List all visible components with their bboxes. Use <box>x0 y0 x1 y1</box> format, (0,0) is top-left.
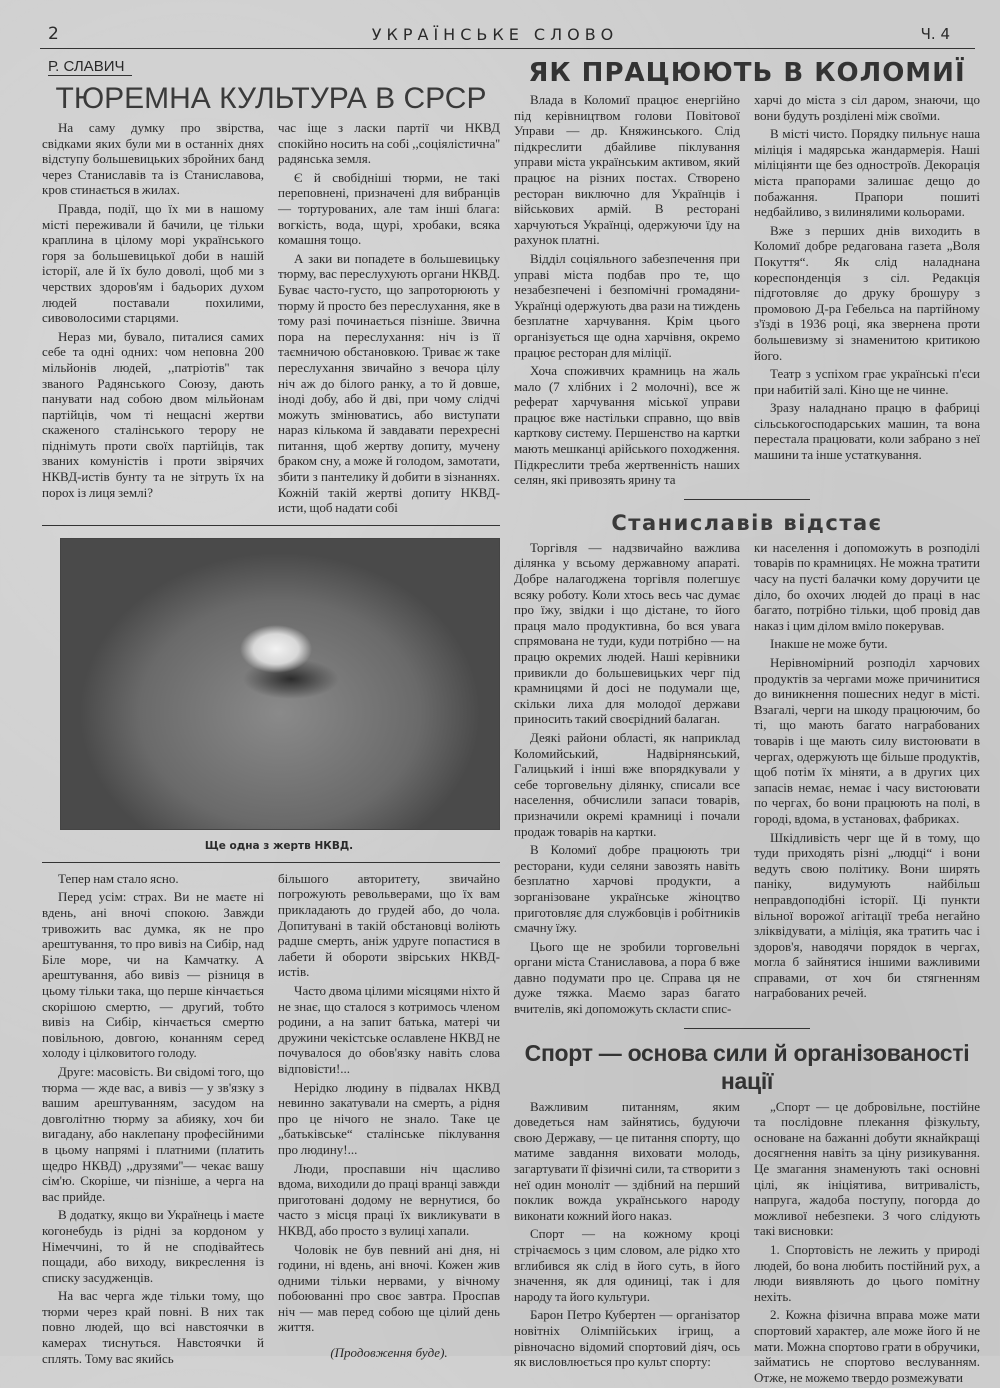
article1-upper-columns <box>42 120 500 519</box>
section-divider <box>684 499 810 500</box>
article-title-kolomyia: ЯК ПРАЦЮЮТЬ В КОЛОМИЇ <box>528 58 966 88</box>
article-title-stanyslaviv: Станиславів відстає <box>611 510 883 535</box>
article4-col2 <box>754 1099 980 1388</box>
paragraph: харчі до міста з сіл даром, знаючи, що вони будуть розділені між своїми. <box>754 92 980 123</box>
paragraph: ки населення і допоможуть в розподілі товарів по крамницях. Не можна тратити часу на пусті балачки кому доручити це діло, бо охочих людей до праці в нас багато, потрібно тільки, щоб провід дав наказ і цим ділом вміло покерував. <box>754 539 980 633</box>
article1-upper-col2 <box>278 120 500 519</box>
paragraph: „Спорт — це добровільне, постійне та послідовне плекання фізкульту, основане на бажанні добути якнайкращі досягнення навіть за ціну ризикування. Це змагання знаменують такі основні цілі, як ініціятива, витривалість, напруга, жадоба поступу, погорда до можливої небезпеки. З чого слідують такі висновки: <box>754 1098 980 1239</box>
paragraph: Нерівномірний розподіл харчових продуктів за чергами може причинитися до виникнення пошесних недуг в місті. Взагалі, черги на шкоду працюючим, бо ті, що мають багато награбованих товарів і ще мають силу вистоювати в чергах, одержують ще більше продуктів, щоб потім їх міняти, а в других цих запасів немає, немає і часу вистоювати по чергах, бо вони працюють на полі, в городі, вдома, в установах, фабриках. <box>754 655 980 826</box>
article1-lower-col2 <box>278 871 500 1335</box>
section-divider <box>42 862 500 863</box>
paragraph: Люди, проспавши ніч щасливо вдома, виходили до праці вранці завжди приготовані додому не вернутися, бо часто з місця праці їх викликувати в НКВД, або просто з вулиці хапали. <box>278 1160 500 1238</box>
article2-col1 <box>514 92 740 491</box>
paragraph: В додатку, якщо ви Українець і маєте когонебудь із рідні за кордоном у Німеччині, то й не сподівайтесь пощади, або виходу, викреслення із списку засудженців. <box>42 1207 264 1285</box>
paragraph: Влада в Коломиї працює енергійно під керівництвом голови Повітової Управи — др. Княжинського. Слід підкреслити дбайливе піклування управи міста українським активом, який працює на різних постах. Створено ресторан виключно для Українців і військових армій. В ресторані харчуються Українці, одержуючи їду на рахунок платні. <box>514 92 740 248</box>
article3-col1 <box>514 540 740 1020</box>
paragraph: Деякі райони області, як наприклад Коломийський, Надвірнянський, Галицький і інші вже впорядкували у себе торговельну ділянку, списали все населення, обчислили запаси товарів, призначили окремі крамниці і почали продаж товарів на картки. <box>514 729 740 839</box>
nkvd-victim-photo <box>60 538 500 830</box>
article3-col2 <box>754 540 980 1020</box>
paragraph: Є й свобідніші тюрми, не такі переповнені, призначені для вибранців — тортурованих, але там інші блага: вогкість, вода, щурі, хробаки, всяка комашня тощо. <box>278 169 500 248</box>
paragraph: А заки ви попадете в большевицьку тюрму, вас переслухують органи НКВД. Буває часто-густо, що запроторюють у тюрму й просто без переслухання, яке в тому разі починається пізніше. Звична пора на переслухання: ніч із її таємничою обстановкою. Триває ж таке переслухання звичайно з вечора цілу ніч аж до білого ранку, а то й довше, іноді добу, або й дві, при чому слідчі можуть змінюватись, або виступати нараз кількома й завдавати перехресні питання, щоб жертву допиту, мучену браком сну, а може й голодом, замотати, збити з пантелику й добити в зізнаннях. Кожній такій жертві допиту НКВД-исти, щоб надати собі <box>278 250 500 516</box>
paragraph: Барон Петро Кубертен — організатор новітніх Олімпійських ігрищ, а рівночасно відомий спортовий діяч, ось як висловлюється про культ спорту: <box>514 1307 740 1370</box>
newspaper-masthead: УКРАЇНСЬКЕ СЛОВО <box>371 25 619 44</box>
paragraph: більшого авторитету, звичайно погрожують револьверами, що їх вам прикладають до грудей або, до чола. Допитувані в такій обстановці воліють радше смерть, аніж удруге попастися в лабети й обороти звірських НКВД-истів. <box>278 870 500 980</box>
paragraph: 2. Кожна фізична вправа може мати спортовий характер, але може його й не мати. Можна спортово грати в обручики, займатись не спортово веслуванням. Отже, не можемо твердо розмежувати <box>754 1307 980 1385</box>
paragraph: Правда, події, що їх ми в нашому місті переживали й бачили, це тільки краплина в цілому морі українського горя за большевицької доби в нашій історії, але й їх було доволі, щоб ми з черствих здоров'ям і бадьорих духом людей поставали похилими, сивоволосими старцями. <box>42 200 264 326</box>
paragraph: Нерідко людину в підвалах НКВД невинно закатували на смерть, а рідня про це нічого не знало. Таке це „батьківське“ сталінське піклування про людину!... <box>278 1079 500 1157</box>
paragraph: Спорт — на кожному кроці стрічаємось з цим словом, але рідко хто вглибився як слід в його суть, в його значення, як для одиниці, так і для народу та його культури. <box>514 1226 740 1304</box>
article-author: Р. СЛАВИЧ <box>48 58 132 76</box>
paragraph: час іще з ласки партії чи НКВД спокійно носить на собі ,,соціялістична'' радянська земля. <box>278 120 500 167</box>
paragraph: Важливим питанням, яким доведеться нам зайнятись, будуючи свою Державу, — це питання спорту, що матиме завдання виховати молодь, загартувати її фізичні сили, та створити з неї один моноліт — здібний на перший поклик вожда українського народу виконати кожний його наказ. <box>514 1098 740 1223</box>
photo-caption: Ще одна з жертв НКВД. <box>204 839 354 852</box>
article3-columns <box>514 540 980 1020</box>
section-divider <box>42 525 500 526</box>
paragraph: Вже з перших днів виходить в Коломиї добре редагована газета „Воля Покуття“. Як слід наладнана кореспонденція з сіл. Редакція підготовляє до друку брошуру з промовою Д-ра Гебельса на партійному з'їзді в 1936 році, яка звернена проти большевизму зі знаменитою критикою його. <box>754 222 980 363</box>
article4-columns <box>514 1099 980 1388</box>
paragraph: Цього ще не зробили торговельні органи міста Станиславова, а пора б вже давно подумати про це. Справа ця не дуже тяжка. Маємо зараз багато вчителів, які допоможуть скласти спис- <box>514 938 740 1017</box>
paragraph: Часто двома цілими місяцями ніхто й не знає, що сталося з котримось членом родини, а на запит батька, матері чи дружини чекістське ославлене НКВД не почувалося до обов'язку навіть слова відповісти!... <box>278 983 500 1076</box>
article1-lower-col1 <box>42 871 264 1369</box>
article2-columns <box>514 92 980 491</box>
article1-upper-col1 <box>42 120 264 519</box>
article-title-prison-culture: ТЮРЕМНА КУЛЬТУРА В СРСР <box>55 82 487 115</box>
page-header <box>40 0 975 49</box>
paragraph: Інакше не може бути. <box>770 636 888 652</box>
page-number: 2 <box>48 24 59 44</box>
paragraph: Чоловік не був певний ані дня, ні години, ні вдень, ані вночі. Кожен жив одними тільки нервами, у вічному побоюванні про своє завтра. Проспав ніч — мав перед собою ще цілий день життя. <box>278 1241 500 1335</box>
paragraph: Друге: масовість. Ви свідомі того, що тюрма — жде вас, а вивіз — у зв'язку з вашим арештуванням, засудом на довголітню тюрму за абияку, хоч би вигадану, або наклепану професійними в цьому напрямі і платними (платить щедро НКВД) ,,друзями''— чекає вашу сім'ю. Скоріше, чи пізніше, а черга на вас прийде. <box>42 1063 264 1204</box>
paragraph: 1. Спортовість не лежить у природі людей, бо вона любить постійний рух, а люди виявляють до цього помітну нехіть. <box>754 1242 980 1304</box>
paragraph: Торгівля — надзвичайно важлива ділянка у всьому державному апараті. Добре налагоджена торгівля полегшує всяку роботу. Коли хтось весь час думає про їжу, звідки і що дістане, то його праця мало продуктивна, бо вся увага спрямована не туди, куди потрібно — на працю окремих людей. Наші керівники привикли до большевицьких черг під крамницями й досі не подумали ще, скільки лиха для молодої держави приносить такий своєрідний балаган. <box>514 539 740 727</box>
right-half <box>514 58 980 1388</box>
paragraph: На саму думку про звірства, свідками яких були ми в останніх днях відступу большевицьких збройних банд через Станиславів та із Станиславова, кров стинається в жилах. <box>42 120 264 198</box>
paragraph: В Коломиї добре працюють три ресторани, куди селяни завозять навіть безплатно харчові продукти, а зорганізоване українське жіноцтво приготовляє для службовців і робітників смачну їжу. <box>514 842 740 936</box>
paragraph: Перед усім: страх. Ви не маєте ні вдень, ані вночі спокою. Завжди тривожить вас думка, як не про арештування, то про вивіз на Сибір, над Біле море, чи на Камчатку. А арештування, або вивіз — різниця в цьому тільки така, що перше кінчається скорішою смертю, — другий, тобто вивіз на Сибір, кінчається смертю повільною, довгою, конанням серед холоду і цілковитого голоду. <box>42 889 264 1061</box>
paragraph: На вас черга жде тільки тому, що тюрми через край повні. В них так повно людей, що всі навстоячки в камерах тиснуться. Навстоячки й сплять. Тому вас якийсь <box>42 1288 264 1366</box>
paragraph: Театр з успіхом грає українські п'єси при набитій залі. Кіно ще не чинне. <box>754 366 980 397</box>
article4-col1 <box>514 1099 740 1388</box>
section-divider <box>684 1028 810 1029</box>
article2-col2 <box>754 92 980 491</box>
paragraph: Зразу наладнано працю в фабриці сільськогосподарських машин, та вона перестала працювати, коли забрано з неї машини та інше устаткування. <box>754 400 980 463</box>
paragraph: Нераз ми, бувало, питалися самих себе та одні одних: чом неповна 200 мільйонів людей, ,,патріотів'' так званого Радянського Союзу, дають панувати над собою двом мільйонам партійців, чом ті нещасні жертви скаженого сталінського терору не піднімуть проти своїх партійців, так званих комуністів і проти звірячих НКВД-истів бунту та не зітруть їх на порох із лиця землі? <box>42 328 264 500</box>
issue-number: Ч. 4 <box>920 25 950 43</box>
paragraph: Відділ соціяльного забезпечення при управі міста подбав про те, що незабезпечені і безпомічні громадяни-Українці одержують два рази на тиждень безплатне харчування. Крім цього організується ще одна харчівня, окремо працює ресторан для міліції. <box>514 250 740 360</box>
paragraph: Тепер нам стало ясно. <box>58 870 179 886</box>
continued-note: (Продовження буде). <box>330 1345 448 1361</box>
paragraph: Шкідливість черг ще й в тому, що туди приходять різні „людці“ і вони ведуть свою політику. Вони ширять паніку, видумують найбільш неправдоподібні історії. Ці пункти вільної ворожої агітації треба негайно зліквідувати, а міліція, яка тратить час і здоров'я, наводячи порядок в чергах, могла б зайнятися іншими важливими справами, от хоч би стягненням награбованих речей. <box>754 829 980 1001</box>
left-half <box>42 58 500 1369</box>
article-title-sport: Спорт — основа сили й організованості нації <box>524 1039 970 1094</box>
paragraph: В місті чисто. Порядку пильнує наша міліція і мадярська жандармерія. Наші міліціянти ще без однострої​в. Декорація міста прапорами залишає дещо до побажання. Прапори пошиті недбайливо, з вилинялими кольорами. <box>754 126 980 220</box>
article1-lower-columns <box>42 871 500 1369</box>
paragraph: Хоча споживчих крамниць на жаль мало (7 хлібних і 2 молочні), все ж реферат харчування міської управи працює вже настільки справно, що ввів карткову систему. Першенство на картки мають мешканці арійського походження. Підкреслити треба жертвенність наших селян, які привозять ярину та <box>514 363 740 488</box>
